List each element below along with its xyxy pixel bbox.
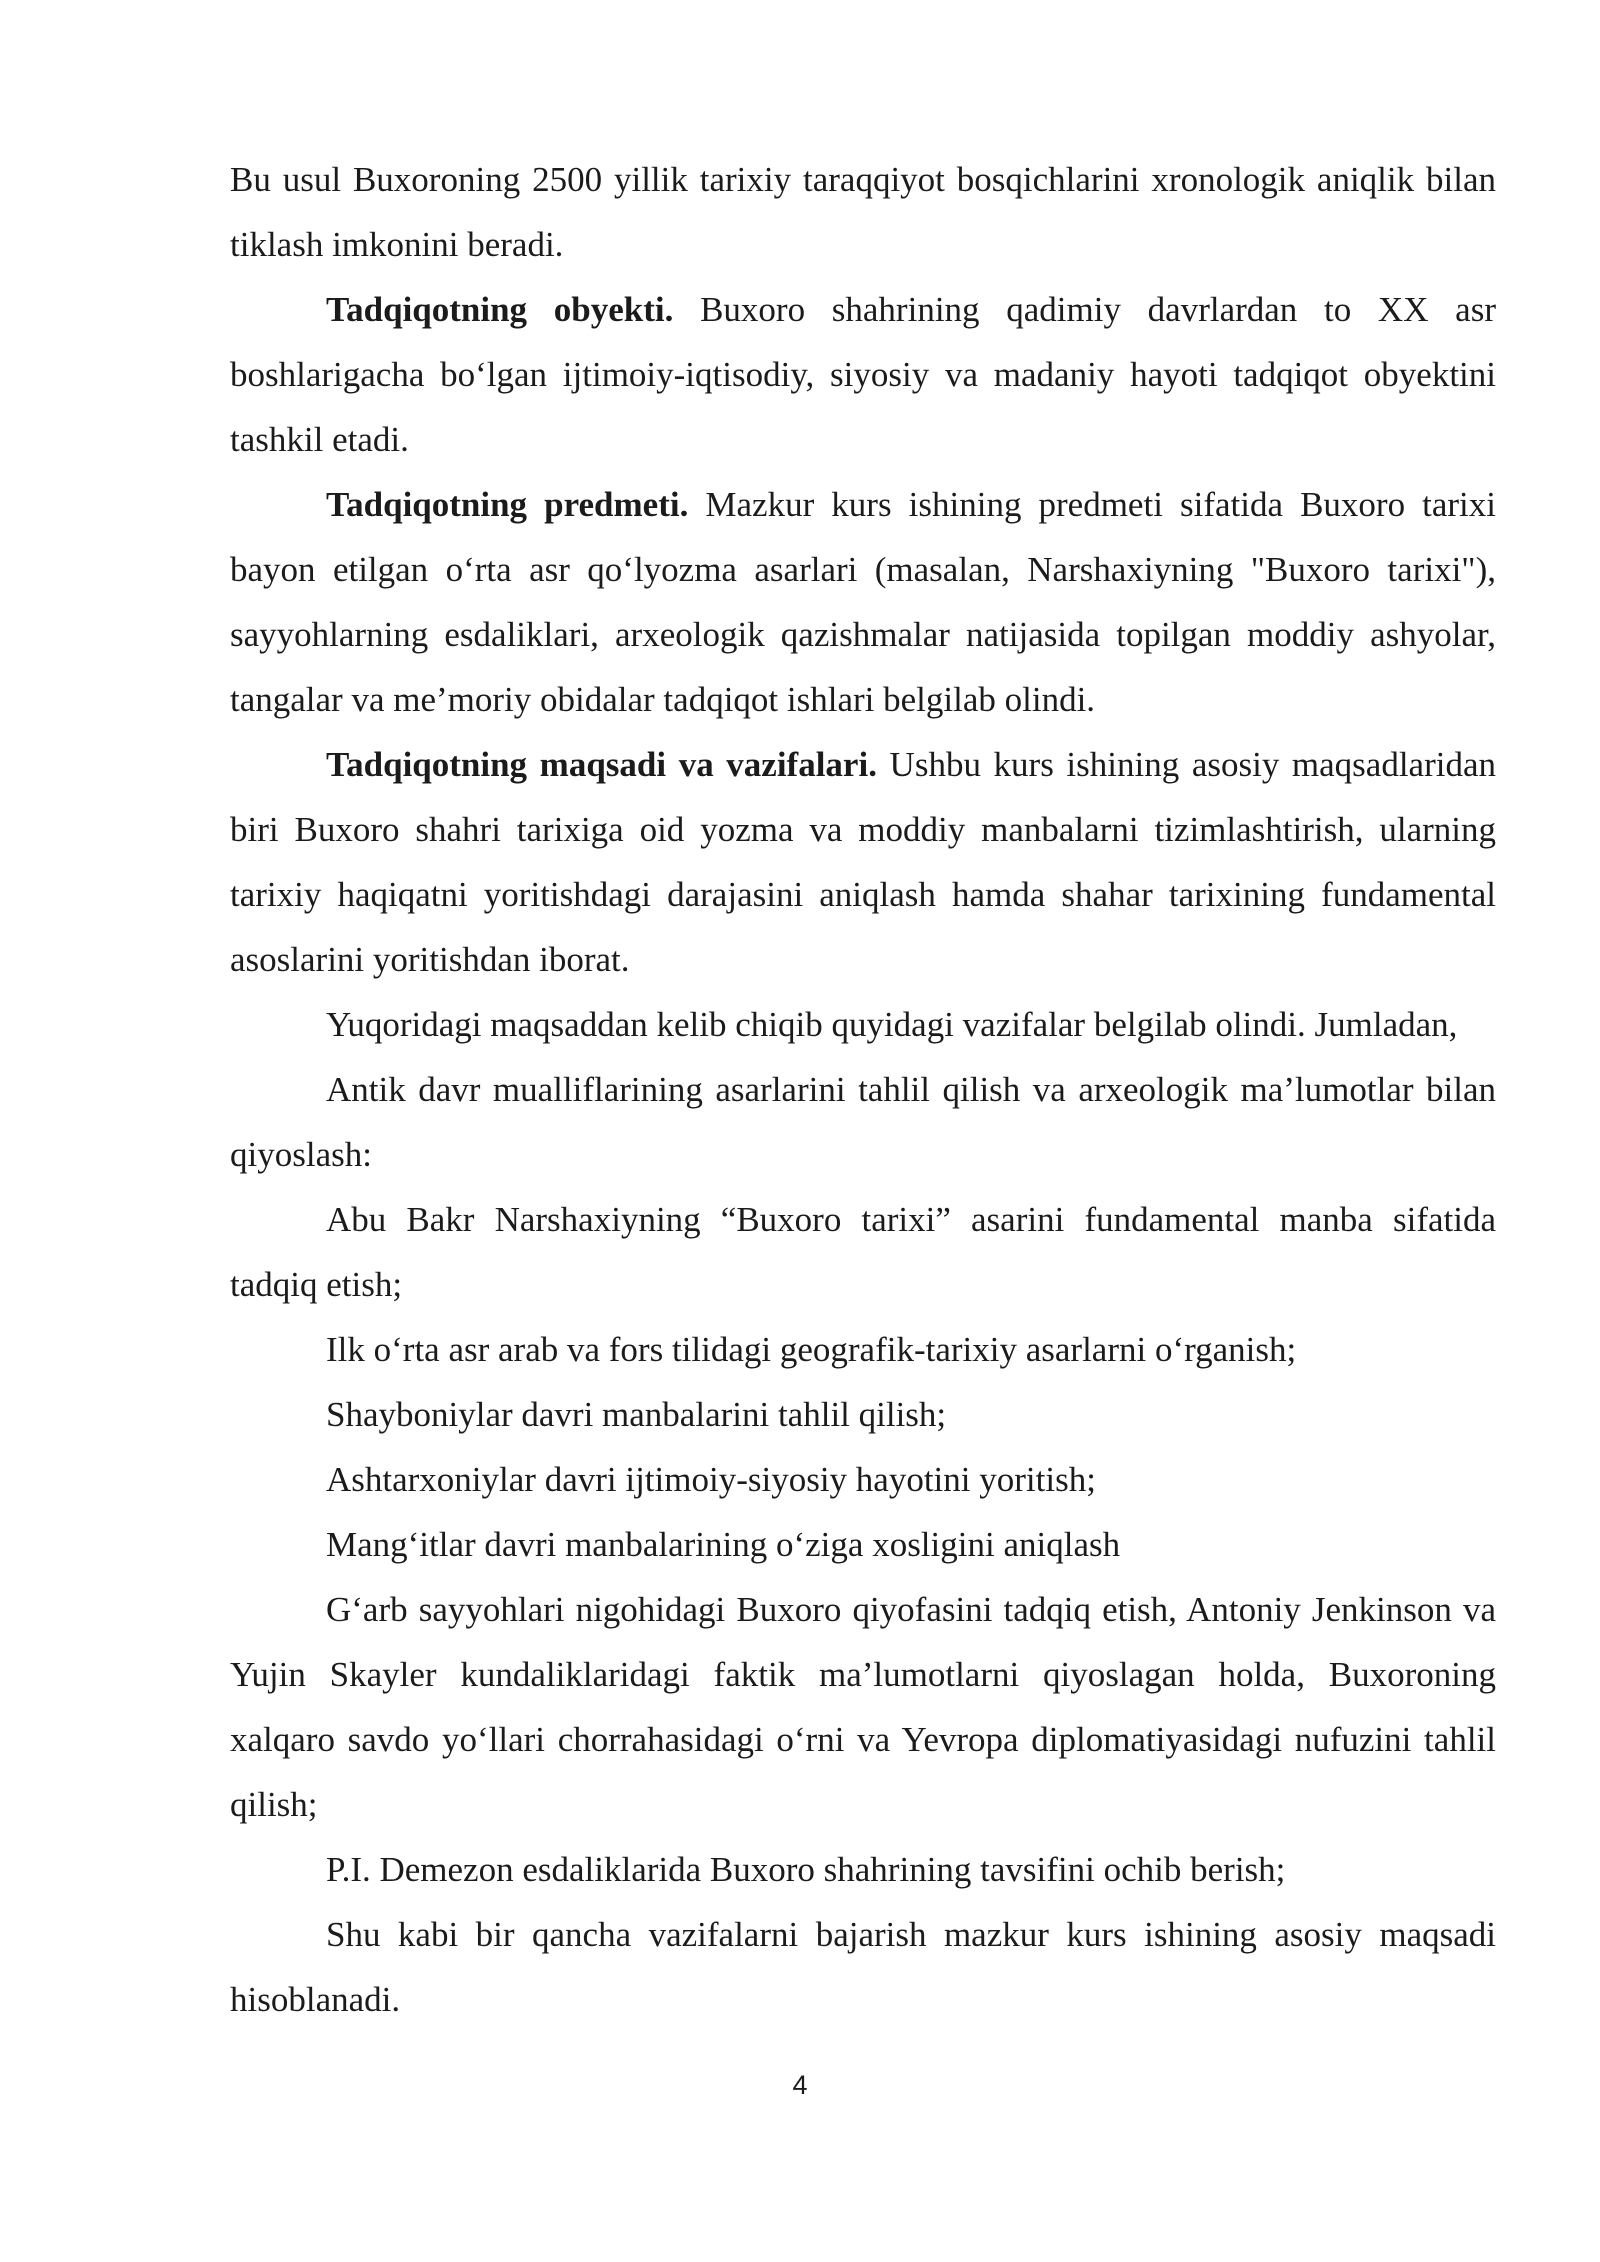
paragraph-text: Ushbu kurs ishining asosiy maqsadlaridan biri Buxoro shahri tarixiga oid yozma va moddiy manbalarni tizimlashtirish, ularning tarixiy haqiqatni yoritishdagi darajasini aniqlash hamda shahar tarixining fundamental asoslarini yoritishdan iborat. [230, 745, 1497, 979]
paragraph-text: P.I. Demezon esdaliklarida Buxoro shahrining tavsifini ochib berish; [326, 1850, 1286, 1889]
paragraph-research-object [230, 277, 1496, 472]
paragraph-text: Antik davr mualliflarining asarlarini tahlil qilish va arxeologik ma’lumotlar bilan qiyoslash: [230, 1070, 1496, 1174]
paragraph-text: Shayboniylar davri manbalarini tahlil qilish; [326, 1395, 947, 1434]
section-heading-goals: Tadqiqotning maqsadi va vazifalari. [326, 745, 877, 784]
paragraph-text: Ashtarxoniylar davri ijtimoiy-siyosiy hayotini yoritish; [326, 1460, 1096, 1499]
paragraph-research-subject [230, 472, 1496, 732]
task-item-early-medieval [230, 1317, 1496, 1382]
paragraph-research-goals [230, 732, 1496, 992]
paragraph-conclusion [230, 1902, 1496, 2032]
task-item-antique-authors [230, 1057, 1496, 1187]
page-number: 4 [792, 2070, 808, 2100]
task-item-mangits [230, 1512, 1496, 1577]
paragraph-text: Shu kabi bir qancha vazifalarni bajarish mazkur kurs ishining asosiy maqsadi hisoblanadi. [230, 1915, 1496, 2019]
paragraph-text: Abu Bakr Narshaxiyning “Buxoro tarixi” asarini fundamental manba sifatida tadqiq etish; [230, 1200, 1496, 1304]
paragraph-text: Buxoro shahrining qadimiy davrlardan to XX asr boshlarigacha bo‘lgan ijtimoiy-iqtisodiy, siyosiy va madaniy hayoti tadqiqot obyektini tashkil etadi. [230, 290, 1496, 459]
task-item-ashtarkhanids [230, 1447, 1496, 1512]
paragraph-method-continuation [230, 147, 1496, 277]
section-heading-object: Tadqiqotning obyekti. [326, 290, 674, 329]
paragraph-text: Ilk o‘rta asr arab va fors tilidagi geografik-tarixiy asarlarni o‘rganish; [326, 1330, 1297, 1369]
task-item-shaybanids [230, 1382, 1496, 1447]
document-body [230, 147, 1496, 2032]
paragraph-text: Mang‘itlar davri manbalarining o‘ziga xosligini aniqlash [326, 1525, 1121, 1564]
paragraph-tasks-intro [230, 992, 1496, 1057]
section-heading-subject: Tadqiqotning predmeti. [326, 485, 689, 524]
paragraph-text: G‘arb sayyohlari nigohidagi Buxoro qiyofasini tadqiq etish, Antoniy Jenkinson va Yujin Skayler kundaliklaridagi faktik ma’lumotlarni qiyoslagan holda, Buxoroning xalqaro savdo yo‘llari chorrahasidagi o‘rni va Yevropa diplomatiyasidagi nufuzini tahlil qilish; [230, 1590, 1496, 1824]
paragraph-text: Mazkur kurs ishining predmeti sifatida Buxoro tarixi bayon etilgan o‘rta asr qo‘lyozma asarlari (masalan, Narshaxiyning "Buxoro tarixi"), sayyohlarning esdaliklari, arxeologik qazishmalar natijasida topilgan moddiy ashyolar, tangalar va me’moriy obidalar tadqiqot ishlari belgilab olindi. [230, 485, 1496, 719]
task-item-demezon [230, 1837, 1496, 1902]
task-item-western-travelers [230, 1577, 1496, 1837]
paragraph-text: Yuqoridagi maqsaddan kelib chiqib quyidagi vazifalar belgilab olindi. Jumladan, [326, 1005, 1458, 1044]
task-item-narshakhi [230, 1187, 1496, 1317]
paragraph-text: Bu usul Buxoroning 2500 yillik tarixiy taraqqiyot bosqichlarini xronologik aniqlik bilan tiklash imkonini beradi. [230, 160, 1496, 264]
